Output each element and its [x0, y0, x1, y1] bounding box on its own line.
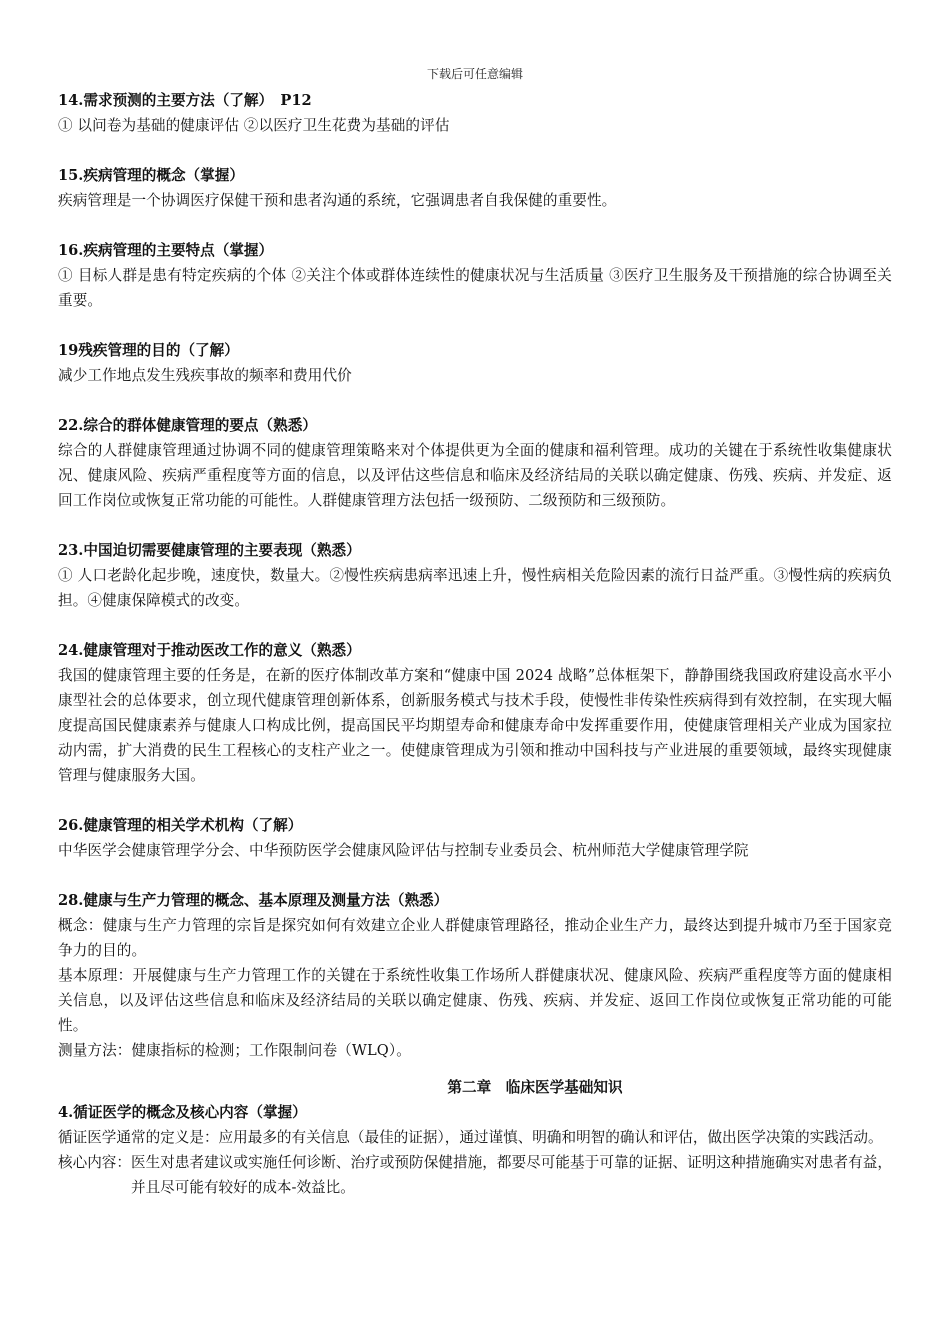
section-title: 26.健康管理的相关学术机构（了解）: [58, 817, 303, 834]
section-title: 16.疾病管理的主要特点（掌握）: [58, 242, 274, 259]
definition-text: 应用最多的有关信息（最佳的证据），通过谨慎、明确和明智的确认和评估，做出医学决策的实践活动。: [218, 1129, 883, 1146]
section-22: [58, 413, 892, 513]
section-title: 15.疾病管理的概念（掌握）: [58, 167, 244, 184]
document-body: [58, 88, 892, 1200]
core-content-label: 核心内容：: [58, 1154, 131, 1171]
section-paragraph-concept: 概念：健康与生产力管理的宗旨是探究如何有效建立企业人群健康管理路径，推动企业生产力，最终达到提升城市乃至于国家竞争力的目的。: [58, 917, 892, 959]
section-paragraph: 我国的健康管理主要的任务是，在新的医疗体制改革方案和“健康中国 2024 战略”总体框架下，静静围绕我国政府建设高水平小康型社会的总体要求，创立现代健康管理创新体系，创新服务模式与技术手段，使慢性非传染性疾病得到有效控制，在实现大幅度提高国民健康素养与健康人口构成比例，提高国民平均期望寿命和健康寿命中发挥重要作用，使健康管理相关产业成为国家拉动内需，扩大消费的民生工程核心的支柱产业之一。使健康管理成为引领和推动中国科技与产业进展的重要领域，最终实现健康管理与健康服务大国。: [58, 667, 892, 784]
section-paragraph: 疾病管理是一个协调医疗保健干预和患者沟通的系统，它强调患者自我保健的重要性。: [58, 192, 617, 209]
section-paragraph: ① 目标人群是患有特定疾病的个体 ②关注个体或群体连续性的健康状况与生活质量 ③医疗卫生服务及干预措施的综合协调至关重要。: [58, 267, 892, 309]
section-title: 14.需求预测的主要方法（了解） P12: [58, 92, 312, 109]
definition-label: 循证医学通常的定义是：: [58, 1129, 219, 1146]
section-title: 24.健康管理对于推动医改工作的意义（熟悉）: [58, 642, 361, 659]
section-paragraph: ① 人口老龄化起步晚，速度快，数量大。②慢性疾病患病率迅速上升，慢性病相关危险因素的流行日益严重。③慢性病的疾病负担。④健康保障模式的改变。: [58, 567, 892, 609]
section-title: 23.中国迫切需要健康管理的主要表现（熟悉）: [58, 542, 361, 559]
chapter-2: [58, 1075, 892, 1200]
section-16: [58, 238, 892, 313]
section-title: 4.循证医学的概念及核心内容（掌握）: [58, 1104, 307, 1121]
section-title: 22.综合的群体健康管理的要点（熟悉）: [58, 417, 317, 434]
chapter-title: 第二章 临床医学基础知识: [447, 1079, 623, 1096]
definition-item: [58, 1125, 892, 1150]
header-watermark: 下载后可任意编辑: [426, 67, 523, 81]
section-15: [58, 163, 892, 213]
section-title: 19残疾管理的目的（了解）: [58, 342, 239, 359]
section-19: [58, 338, 892, 388]
section-23: [58, 538, 892, 613]
section-paragraph-principle: 基本原理：开展健康与生产力管理工作的关键在于系统性收集工作场所人群健康状况、健康风险、疾病严重程度等方面的健康相关信息，以及评估这些信息和临床及经济结局的关联以确定健康、伤残、疾病、并发症、返回工作岗位或恢复正常功能的可能性。: [58, 967, 892, 1034]
section-title: 28.健康与生产力管理的概念、基本原理及测量方法（熟悉）: [58, 892, 449, 909]
core-content-text: 医生对患者建议或实施任何诊断、治疗或预防保健措施，都要尽可能基于可靠的证据、证明这种措施确实对患者有益，并且尽可能有较好的成本-效益比。: [130, 1154, 892, 1196]
section-14: [58, 88, 892, 138]
section-paragraph: 中华医学会健康管理学分会、中华预防医学会健康风险评估与控制专业委员会、杭州师范大学健康管理学院: [58, 842, 749, 859]
section-paragraph-measurement: 测量方法：健康指标的检测；工作限制问卷（WLQ）。: [58, 1042, 411, 1059]
section-28: [58, 888, 892, 1063]
section-24: [58, 638, 892, 788]
section-paragraph: 综合的人群健康管理通过协调不同的健康管理策略来对个体提供更为全面的健康和福利管理。成功的关键在于系统性收集健康状况、健康风险、疾病严重程度等方面的信息，以及评估这些信息和临床及经济结局的关联以确定健康、伤残、疾病、并发症、返回工作岗位或恢复正常功能的可能性。人群健康管理方法包括一级预防、二级预防和三级预防。: [58, 442, 892, 509]
section-26: [58, 813, 892, 863]
section-paragraph: 减少工作地点发生残疾事故的频率和费用代价: [58, 367, 352, 384]
section-paragraph: ① 以问卷为基础的健康评估 ②以医疗卫生花费为基础的评估: [58, 117, 450, 134]
core-content-item: [58, 1150, 892, 1200]
